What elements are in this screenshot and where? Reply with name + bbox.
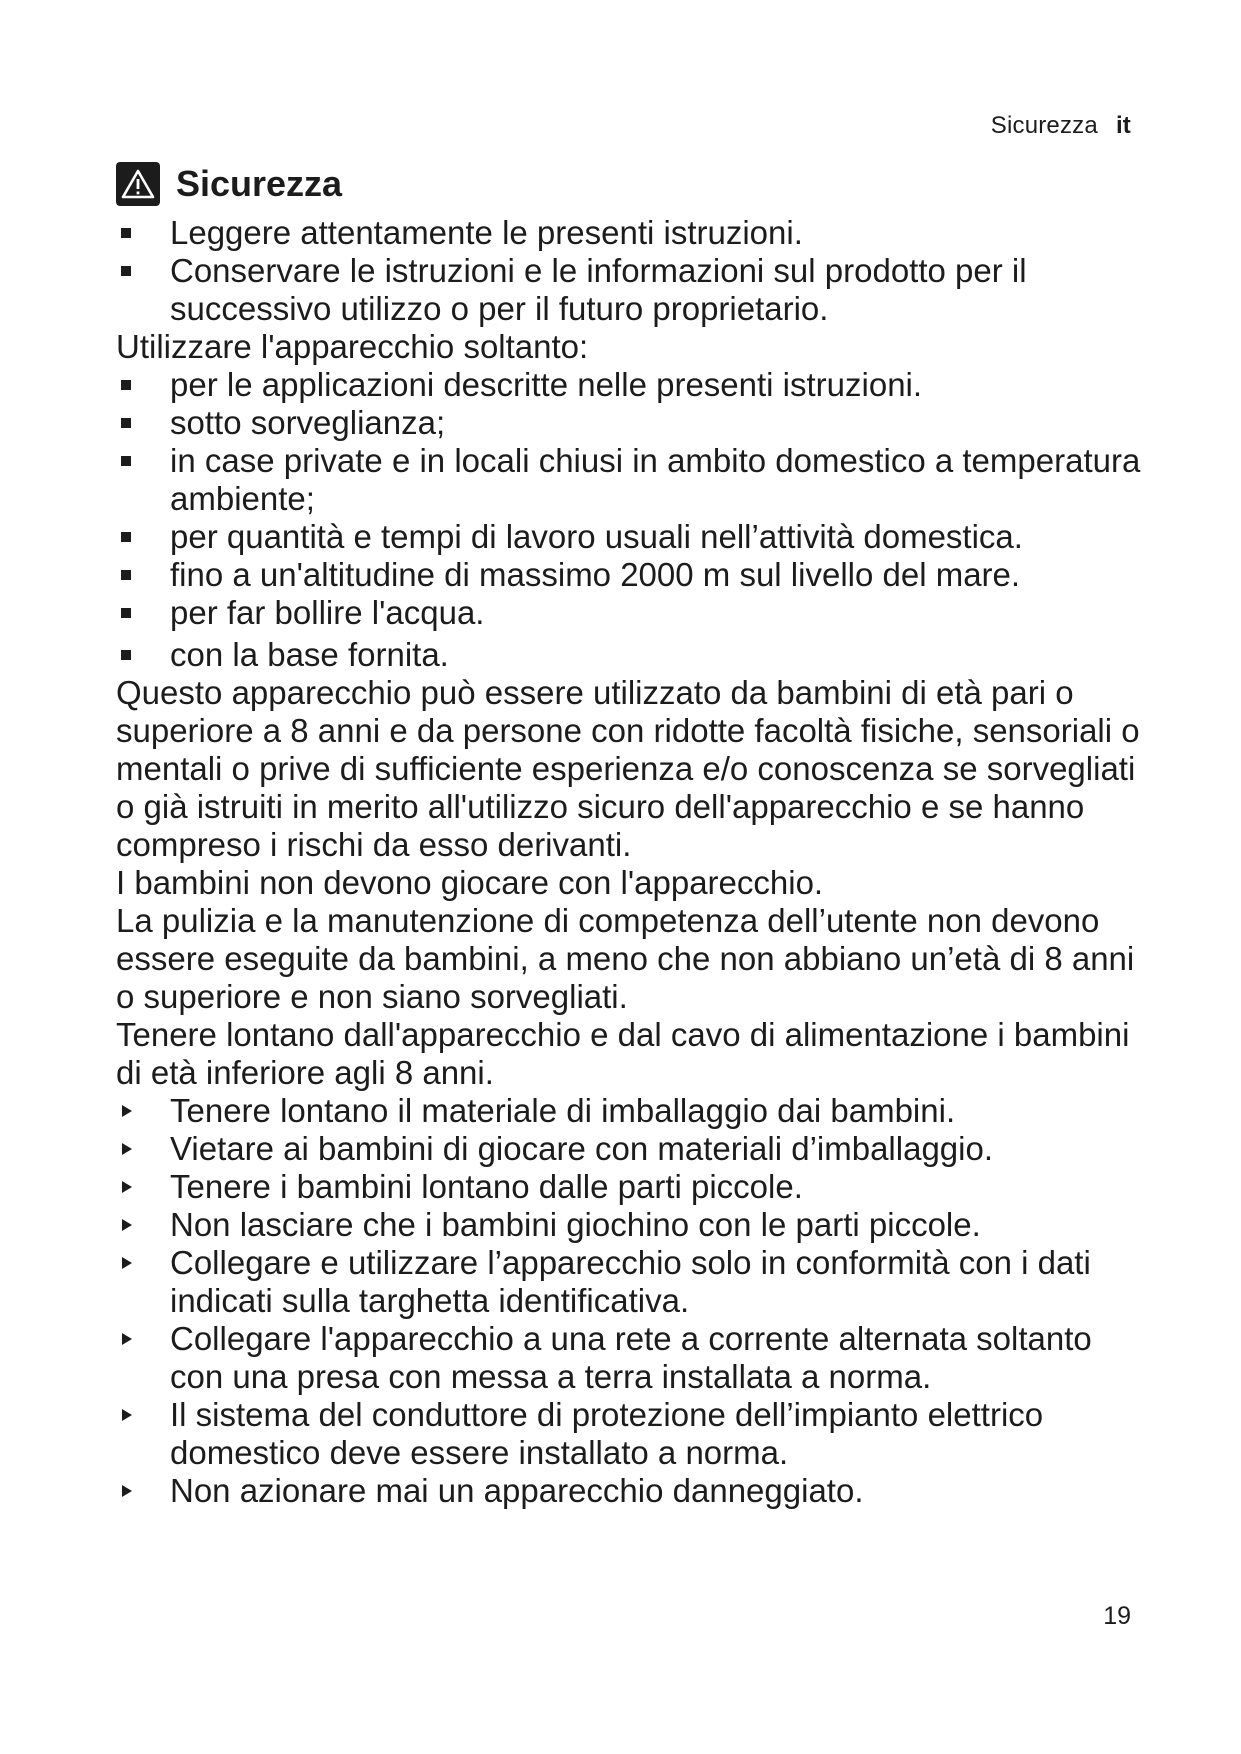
- use-heading: Utilizzare l'apparecchio soltanto:: [116, 328, 589, 365]
- list-item-text: Conservare le istruzioni e le informazioni sul prodotto per il successivo utilizzo o per il futuro proprietario.: [170, 252, 1027, 327]
- list-item-text: fino a un'altitudine di massimo 2000 m sul livello del mare.: [170, 556, 1021, 593]
- list-item-text: Collegare e utilizzare l’apparecchio solo in conformità con i dati indicati sulla targhetta identificativa.: [170, 1244, 1091, 1319]
- list-item-text: Tenere lontano il materiale di imballaggio dai bambini.: [170, 1092, 956, 1129]
- list-item-text: con la base fornita.: [170, 636, 449, 673]
- page-content: [116, 162, 1151, 1510]
- warning-triangle-icon: [116, 162, 160, 206]
- list-item: [116, 1472, 1151, 1510]
- list-item: [116, 594, 1151, 632]
- list-item-text: Collegare l'apparecchio a una rete a corrente alternata soltanto con una presa con messa a terra installata a norma.: [170, 1320, 1092, 1395]
- list-item-text: Il sistema del conduttore di protezione dell’impianto elettrico domestico deve essere installato a norma.: [170, 1396, 1044, 1471]
- list-item: [116, 1244, 1151, 1320]
- list-item-text: per far bollire l'acqua.: [170, 594, 485, 631]
- section-title: [116, 162, 1151, 206]
- list-item-text: in case private e in locali chiusi in ambito domestico a temperatura ambiente;: [170, 442, 1141, 517]
- list-item: [116, 636, 1151, 674]
- page-number: 19: [1103, 1602, 1131, 1630]
- list-item-text: Non lasciare che i bambini giochino con le parti piccole.: [170, 1206, 981, 1243]
- list-item: [116, 1206, 1151, 1244]
- list-item-text: Leggere attentamente le presenti istruzioni.: [170, 214, 803, 251]
- list-item: [116, 1396, 1151, 1472]
- list-item-text: per quantità e tempi di lavoro usuali nell’attività domestica.: [170, 518, 1023, 555]
- list-item: [116, 404, 1151, 442]
- paragraph: La pulizia e la manutenzione di competenza dell’utente non devono essere eseguite da bambini, a meno che non abbiano un’età di 8 anni o superiore e non siano sorvegliati.: [116, 902, 1135, 1015]
- list-item: [116, 366, 1151, 404]
- paragraph: Questo apparecchio può essere utilizzato da bambini di età pari o superiore a 8 anni e da persone con ridotte facoltà fisiche, sensoriali o mentali o prive di sufficiente esperienza e/o conoscenza se sorvegliati o già istruiti in merito all'utilizzo sicuro dell'apparecchio e se hanno compreso i rischi da esso derivanti.: [116, 674, 1140, 863]
- page-title: Sicurezza: [176, 163, 343, 204]
- list-item: [116, 214, 1151, 252]
- list-item: [116, 556, 1151, 594]
- list-item: [116, 1130, 1151, 1168]
- header-language: it: [1115, 112, 1131, 139]
- list-item: [116, 518, 1151, 556]
- list-item: [116, 252, 1151, 328]
- list-item: [116, 1320, 1151, 1396]
- paragraph: I bambini non devono giocare con l'apparecchio.: [116, 864, 824, 901]
- list-item-text: Vietare ai bambini di giocare con materiali d’imballaggio.: [170, 1130, 994, 1167]
- header-section: Sicurezza: [990, 112, 1098, 139]
- running-header: [991, 112, 1131, 140]
- paragraph: Tenere lontano dall'apparecchio e dal cavo di alimentazione i bambini di età inferiore agli 8 anni.: [116, 1016, 1130, 1091]
- list-item-text: sotto sorveglianza;: [170, 404, 446, 441]
- list-item: [116, 442, 1151, 518]
- list-item-text: Tenere i bambini lontano dalle parti piccole.: [170, 1168, 803, 1205]
- list-item-text: Non azionare mai un apparecchio danneggiato.: [170, 1472, 864, 1509]
- list-item: [116, 1168, 1151, 1206]
- list-item-text: per le applicazioni descritte nelle presenti istruzioni.: [170, 366, 923, 403]
- list-item: [116, 1092, 1151, 1130]
